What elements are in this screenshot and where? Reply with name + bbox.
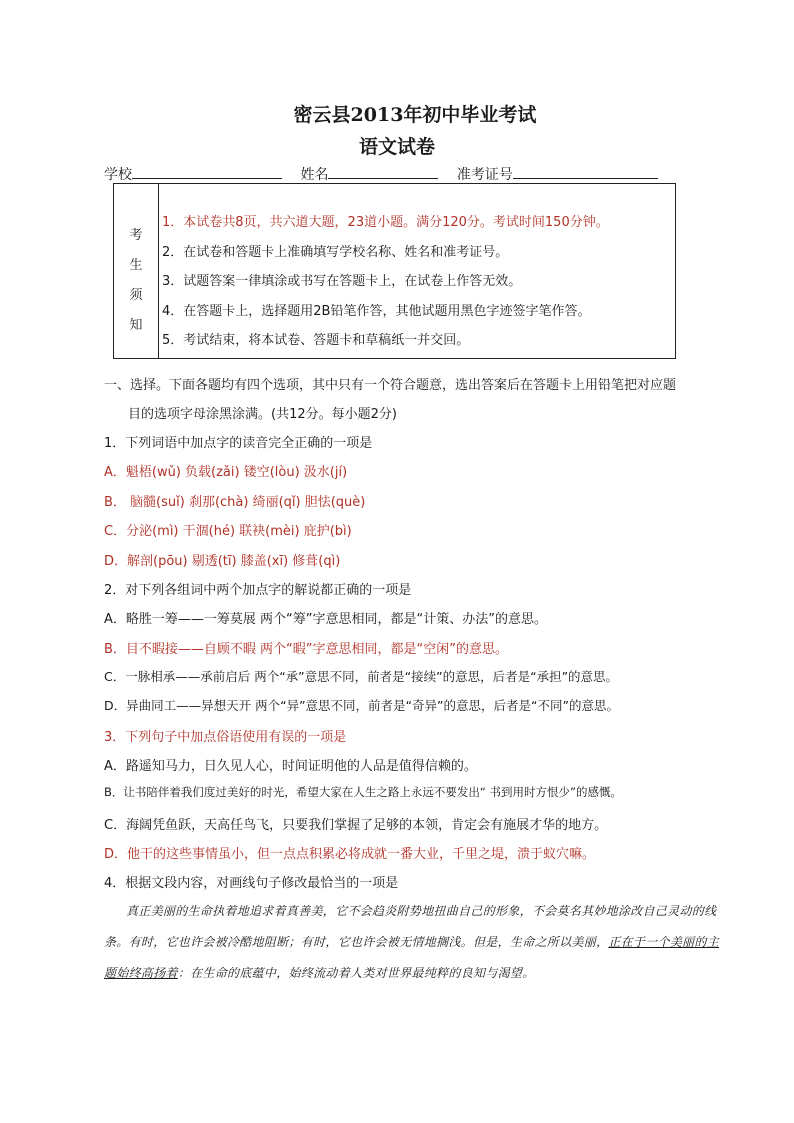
section-one-instructions-cont: 目的选项字母涂黑涂满。(共12分。每小题2分) bbox=[128, 407, 397, 422]
question-2-option-c: C．一脉相承——承前启后 两个“承”意思不同，前者是“接续”的意思，后者是“承担”的意思。 bbox=[104, 669, 619, 684]
exam-id-blank bbox=[513, 164, 658, 179]
notice-side-char: 知 bbox=[129, 318, 143, 333]
notice-item: 4．在答题卡上，选择题用2B铅笔作答，其他试题用黑色字迹签字笔作答。 bbox=[162, 304, 591, 319]
passage-underlined-sentence: 正在于一个美丽的主题始终高扬着 bbox=[104, 935, 720, 980]
question-1-option-c: C．分泌(mì) 干涸(hé) 联袂(mèi) 庇护(bì) bbox=[104, 524, 352, 539]
exam-subtitle: 语文试卷 bbox=[358, 136, 435, 158]
question-2-stem: 2．对下列各组词中两个加点字的解说都正确的一项是 bbox=[104, 583, 412, 598]
passage-text: 真正美丽的生命执着地追求着真善美，它不会趋炎附势地扭曲自己的形象，不会莫名其妙地涂改自己灵动的线条。有时，它也许会被冷酷地阻断；有时，它也许会被无情地搁浅。但是，生命之所以美丽， bbox=[104, 904, 717, 949]
school-label: 学校 bbox=[104, 167, 132, 183]
school-blank bbox=[132, 164, 282, 179]
question-1-option-b: B． 脑髓(suǐ) 刹那(chà) 绮丽(qǐ) 胆怯(què) bbox=[104, 495, 366, 510]
name-label: 姓名 bbox=[300, 167, 329, 183]
candidate-notice-box bbox=[113, 183, 676, 359]
question-4-stem: 4．根据文段内容，对画线句子修改最恰当的一项是 bbox=[104, 876, 399, 891]
notice-item: 1．本试卷共8页，共六道大题，23道小题。满分120分。考试时间150分钟。 bbox=[162, 215, 609, 230]
question-1-option-a: A．魁梧(wǔ) 负载(zǎi) 镂空(lòu) 汲水(jí) bbox=[104, 465, 348, 480]
notice-item: 2．在试卷和答题卡上准确填写学校名称、姓名和准考证号。 bbox=[162, 245, 509, 260]
question-1-option-d: D．解剖(pōu) 剔透(tī) 膝盖(xī) 修葺(qì) bbox=[104, 554, 341, 569]
notice-side-char: 生 bbox=[129, 258, 143, 273]
notice-side-char: 考 bbox=[129, 228, 143, 243]
question-2-option-d: D．异曲同工——异想天开 两个“异”意思不同，前者是“奇异”的意思，后者是“不同”的意思。 bbox=[104, 698, 619, 713]
notice-item: 5．考试结束，将本试卷、答题卡和草稿纸一并交回。 bbox=[162, 333, 470, 348]
exam-title: 密云县2013年初中毕业考试 bbox=[293, 104, 537, 126]
question-3-option-d: D．他干的这些事情虽小，但一点点积累必将成就一番大业，千里之堤，溃于蚁穴嘛。 bbox=[104, 847, 596, 862]
notice-side-label bbox=[114, 184, 159, 358]
notice-side-char: 须 bbox=[129, 288, 143, 303]
question-3-option-c: C．海阔凭鱼跃，天高任鸟飞，只要我们掌握了足够的本领，肯定会有施展才华的地方。 bbox=[104, 818, 608, 833]
candidate-info-row bbox=[104, 164, 658, 184]
question-2-option-a: A．略胜一筹——一筹莫展 两个“筹”字意思相同，都是“计策、办法”的意思。 bbox=[104, 612, 547, 627]
question-3-stem: 3．下列句子中加点俗语使用有误的一项是 bbox=[104, 730, 347, 745]
section-one-instructions: 一、选择。下面各题均有四个选项，其中只有一个符合题意，选出答案后在答题卡上用铅笔把对应题 bbox=[104, 378, 677, 393]
question-3-option-a: A．路遥知马力，日久见人心，时间证明他的人品是值得信赖的。 bbox=[104, 759, 477, 774]
notice-item: 3．试题答案一律填涂或书写在答题卡上，在试卷上作答无效。 bbox=[162, 274, 522, 289]
question-1-stem: 1．下列词语中加点字的读音完全正确的一项是 bbox=[104, 436, 373, 451]
passage-text-end: ：在生命的底蕴中，始终流动着人类对世界最纯粹的良知与渴望。 bbox=[177, 966, 535, 980]
question-2-option-b: B．目不暇接——自顾不暇 两个“暇”字意思相同，都是“空闲”的意思。 bbox=[104, 642, 508, 657]
question-3-option-b: B．让书陪伴着我们度过美好的时光，希望大家在人生之路上永远不要发出“ 书到用时方恨少”的感慨。 bbox=[104, 785, 622, 799]
name-blank bbox=[328, 164, 438, 179]
question-4-passage bbox=[104, 896, 720, 989]
exam-id-label: 准考证号 bbox=[456, 167, 513, 183]
